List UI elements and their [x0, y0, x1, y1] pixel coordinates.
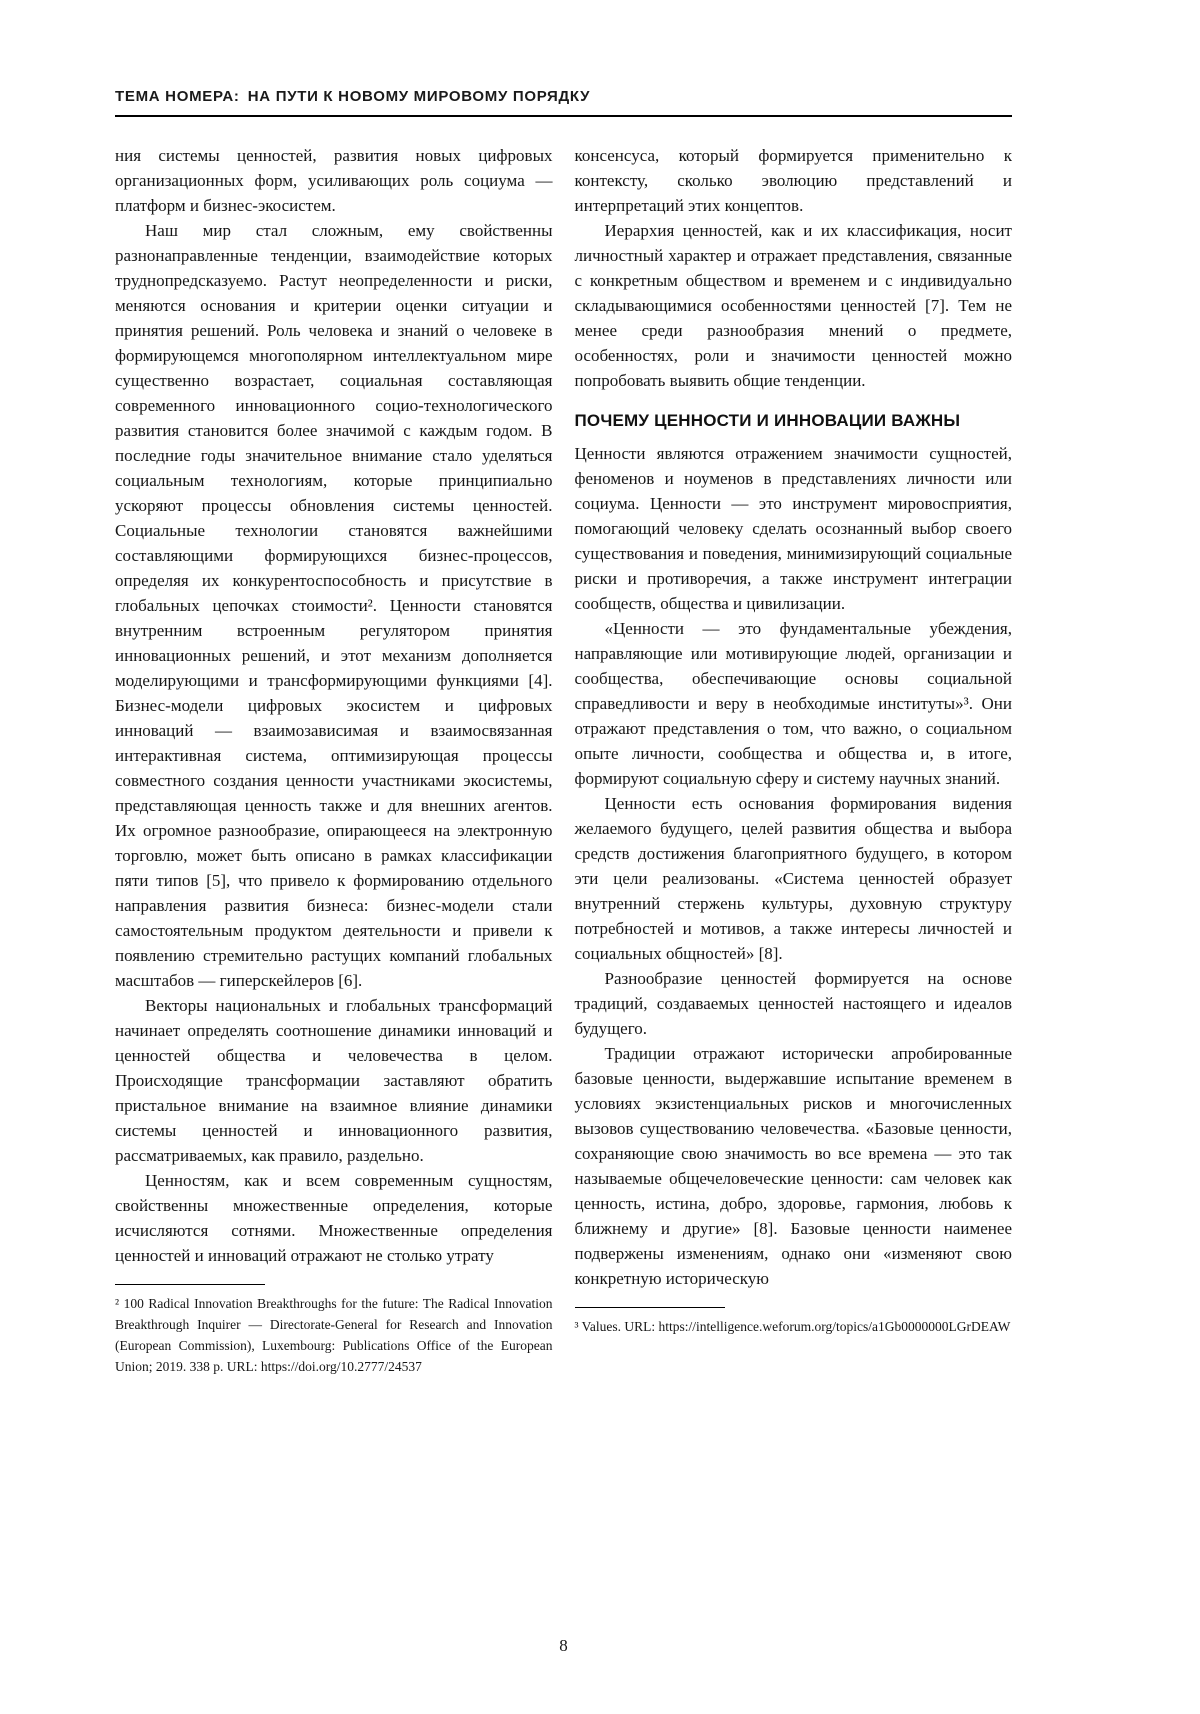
paragraph: консенсуса, который формируется применительно к контексту, сколько эволюцию представлений и интерпретаций этих концептов.: [574, 146, 1012, 215]
section-header: [115, 88, 1012, 117]
paragraph: Ценности являются отражением значимости сущностей, феноменов и ноуменов в представлениях личности или социума. Ценности — это инструмент мировосприятия, помогающий человеку сделать осознанный выбор своего существования и поведения, минимизирующий социальные риски и противоречия, а также инструмент интеграции сообществ, общества и цивилизации.: [574, 444, 1012, 613]
header-rule: [115, 115, 1012, 117]
footnote-right: [575, 1307, 1013, 1337]
paragraph: Разнообразие ценностей формируется на основе традиций, создаваемых ценностей настоящего и идеалов будущего.: [574, 969, 1012, 1038]
footnote-text: ² 100 Radical Innovation Breakthroughs for the future: The Radical Innovation Breakthrough Inquirer — Directorate-General for Research and Innovation (European Commission), Luxembourg: Publications Office of the European Union; 2019. 338 p. URL: https://doi.org/10.2777/24537: [115, 1296, 553, 1374]
paragraph: Ценностям, как и всем современным сущностям, свойственны множественные определения, которые исчисляются сотнями. Множественные определения ценностей и инноваций отражают не столько утрату: [115, 1171, 553, 1265]
left-column: [115, 143, 553, 1377]
right-column: [575, 143, 1013, 1377]
running-head: ТЕМА НОМЕРА: НА ПУТИ К НОВОМУ МИРОВОМУ ПОРЯДКУ: [115, 88, 591, 105]
paragraph: Векторы национальных и глобальных трансформаций начинает определять соотношение динамики инноваций и ценностей общества и человечества в целом. Происходящие трансформации заставляют обратить пристальное внимание на взаимное влияние динамики системы ценностей и инновационного развития, рассматриваемых, как правило, раздельно.: [115, 996, 553, 1165]
paragraph: «Ценности — это фундаментальные убеждения, направляющие или мотивирующие людей, организации и сообщества, обеспечивающие основы социальной справедливости и веру в необходимые институты»³. Они отражают представления о том, что важно, о социальном опыте личности, сообщества и общества и, в итоге, формируют социальную сферу и систему научных знаний.: [574, 619, 1012, 788]
page-content: [115, 88, 1012, 1377]
footnote-rule: [575, 1307, 725, 1308]
text-columns: [115, 143, 1012, 1377]
paragraph: Иерархия ценностей, как и их классификация, носит личностный характер и отражает представления, связанные с конкретным обществом и временем и с индивидуально складывающимися особенностями ценностей [7]. Тем не менее среди разнообразия мнений о предмете, особенностях, роли и значимости ценностей можно попробовать выявить общие тенденции.: [574, 221, 1012, 390]
page-number: 8: [559, 1636, 568, 1655]
footnote-rule: [115, 1284, 265, 1285]
paragraph: Традиции отражают исторически апробированные базовые ценности, выдержавшие испытание временем в условиях экзистенциальных рисков и многочисленных вызовов существованию человечества. «Базовые ценности, сохраняющие свою значимость во все времена — это так называемые общечеловеческие ценности: сам человек как ценность, истина, добро, здоровье, гармония, любовь к ближнему и другие» [8]. Базовые ценности наименее подвержены изменениям, однако они «изменяют свою конкретную историческую: [574, 1044, 1012, 1288]
paragraph: ния системы ценностей, развития новых цифровых организационных форм, усиливающих роль социума — платформ и бизнес-экосистем.: [115, 146, 553, 215]
footnote-left: [115, 1284, 553, 1377]
section-heading: ПОЧЕМУ ЦЕННОСТИ И ИННОВАЦИИ ВАЖНЫ: [574, 411, 961, 430]
paragraph: Наш мир стал сложным, ему свойственны разнонаправленные тенденции, взаимодействие которых труднопредсказуемо. Растут неопределенности и риски, меняются основания и критерии оценки ситуации и принятия решений. Роль человека и знаний о человеке в формирующемся многополярном интеллектуальном мире существенно возрастает, социальная составляющая современного инновационного социо-технологического развития становится более значимой с каждым годом. В последние годы значительное внимание стало уделяться социальным технологиям, которые принципиально ускоряют процессы обновления системы ценностей. Социальные технологии становятся важнейшими составляющими формирующихся бизнес-процессов, определяя их конкурентоспособность и присутствие в глобальных цепочках стоимости². Ценности становятся внутренним встроенным регулятором принятия инновационных решений, и этот механизм дополняется моделирующими и трансформирующими функциями [4]. Бизнес-модели цифровых экосистем и цифровых инноваций — взаимозависимая и взаимосвязанная интерактивная система, оптимизирующая процессы совместного создания ценности участниками экосистемы, представляющая ценность также и для внешних агентов. Их огромное разнообразие, опирающееся на электронную торговлю, может быть описано в рамках классификации пяти типов [5], что привело к формированию отдельного направления развития бизнеса: бизнес-модели стали самостоятельным продуктом деятельности и привели к появлению стремительно растущих компаний глобальных масштабов — гиперскейлеров [6].: [115, 221, 553, 990]
paragraph: Ценности есть основания формирования видения желаемого будущего, целей развития общества и выбора средств достижения благоприятного будущего, в котором эти цели реализованы. «Система ценностей образует внутренний стержень культуры, духовную структуру потребностей и мотивов, а также интересы личностей и социальных общностей» [8].: [574, 794, 1012, 963]
footnote-text: ³ Values. URL: https://intelligence.weforum.org/topics/a1Gb0000000LGrDEAW: [574, 1319, 1011, 1334]
